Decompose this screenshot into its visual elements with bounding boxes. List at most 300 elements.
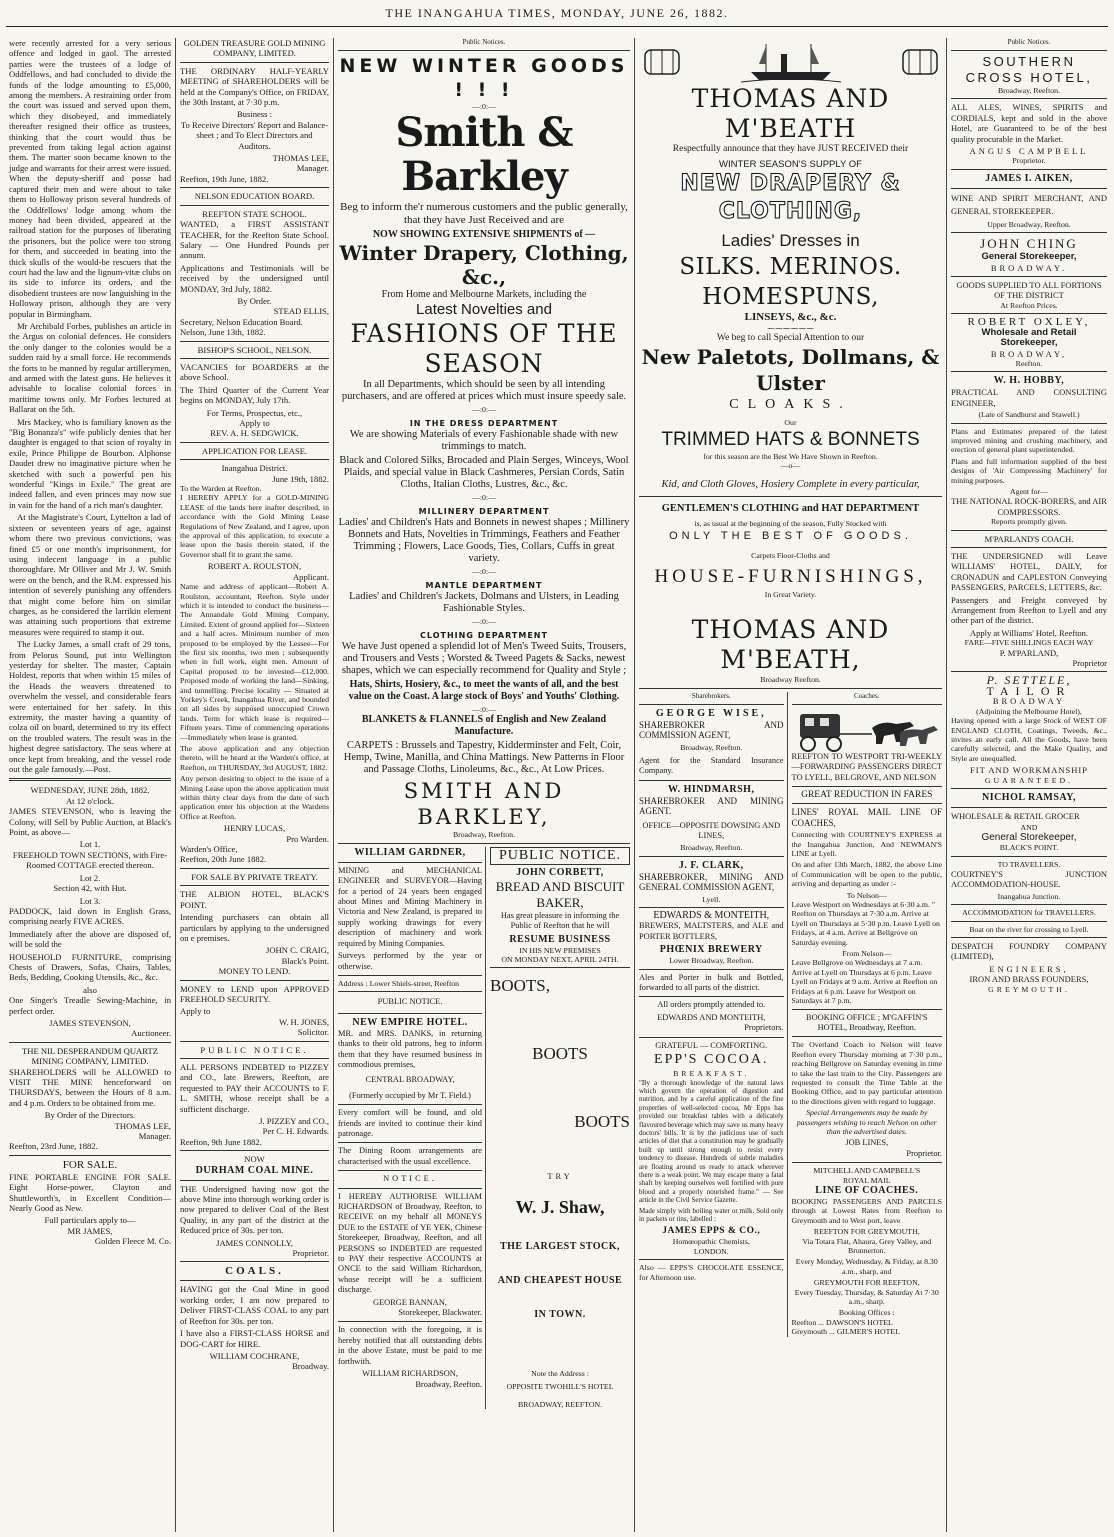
new-winter-goods: NEW WINTER GOODS ! ! ! <box>339 55 629 101</box>
divider <box>9 1042 171 1043</box>
divider <box>951 788 1107 789</box>
empire-text3: The Dining Room arrangements are characterised with the usual excellence. <box>338 1146 482 1166</box>
mparland-text: THE UNDERSIGNED will Leave WILLIAMS' HOTEL, DAILY, for CRONADUN and CAPLESTON Conveying PASSENGERS, PARCELS, LETTERS, &c. <box>951 551 1107 593</box>
lease-objection: Any person desiring to object to the issue of a Mining Lease upon the above application must within thirty clear days from the date of such application enter his objection at the Wardens Office at Reefton. <box>180 774 329 821</box>
clothing-text2: Hats, Shirts, Hosiery, &c., to meet the wants of all, and the best value on the Coast. A large stock of Boys' and Youths' Clothing. <box>348 679 620 703</box>
bread-heading: BREAD AND BISCUIT BAKER, <box>495 878 625 910</box>
mantle-heading: MANTLE DEPARTMENT <box>425 580 543 590</box>
reports: Reports promptly given. <box>990 517 1067 527</box>
divider <box>180 1041 329 1042</box>
rss-role: Secretary, Nelson Education Board. <box>180 316 303 327</box>
lot-text: FREEHOLD TOWN SECTIONS, with Fire-Roomed COTTAGE erected thereon. <box>12 849 168 871</box>
divider: —:0:— <box>472 493 496 503</box>
from-nelson: From Nelson— <box>842 949 892 959</box>
coals-place: Broadway. <box>292 1361 329 1372</box>
column-divider <box>333 38 334 1532</box>
neb-heading: NELSON EDUCATION BOARD. <box>194 191 315 202</box>
goods-supplied: GOODS SUPPLIED TO ALL FORTIONS OF THE DISTRICT <box>956 280 1102 301</box>
courtney-junction: COURTNEY'S JUNCTION ACCOMMODATION-HOUSE. <box>951 868 1107 890</box>
divider: —:0:— <box>472 705 496 715</box>
line-of-coaches: LINE OF COACHES. <box>815 1185 919 1196</box>
smith-intro: Beg to inform the'r numerous customers and the public generally, that they have Just Received and are <box>340 201 628 227</box>
special-attention: We beg to call Special Attention to our <box>716 332 865 343</box>
public-notices-label: Public Notices. <box>1007 38 1051 46</box>
column-divider <box>946 38 947 1532</box>
hindmarsh-office: OFFICE—OPPOSITE DOWSING AND LINES, <box>642 820 781 840</box>
linseys: LINSEYS, &c., &c. <box>744 311 837 323</box>
lease-date: June 19th, 1882. <box>272 473 329 484</box>
house-furnishings: HOUSE-FURNISHINGS, <box>654 565 927 587</box>
pn-date: Reefton, 9th June 1882. <box>180 1136 262 1147</box>
despatch-foundry: DESPATCH FOUNDRY COMPANY (LIMITED), <box>951 941 1107 962</box>
lease-to: To the Warden at Reefton. <box>180 484 262 494</box>
sc-broadway: Broadway, Reefton. <box>997 86 1061 95</box>
divider <box>338 862 482 863</box>
albion-place: Black's Point. <box>281 955 329 966</box>
royal-mail: ROYAL MAIL <box>842 1175 891 1185</box>
gardner-address: Address : Lower Shiels-street, Reefton <box>338 978 460 988</box>
special-arrangements: Special Arrangements may be made by passengers wishing to reach Nelson on other than the advertised dates. <box>796 1108 937 1136</box>
is-usual: is, as usual at the beginning of the season, Fully Stocked with <box>694 518 887 528</box>
divider <box>792 1009 942 1010</box>
respectfully: Respectfully announce that they have JUST RECEIVED their <box>672 144 909 154</box>
gentlemens-clothing: GENTLEMEN'S CLOTHING and HAT DEPARTMENT <box>661 503 920 515</box>
oxley-wholesale: Wholesale and Retail <box>981 326 1077 338</box>
divider <box>792 786 942 787</box>
durham-heading: DURHAM COAL MINE. <box>195 1164 314 1176</box>
fit-workmanship: FIT AND WORKMANSHIP <box>970 765 1088 776</box>
lines-connecting: Connecting with COURTNEY'S EXPRESS at the Inangahua Junction, And NEWMAN'S LINE at Lyell. <box>791 830 942 858</box>
divider <box>180 885 329 886</box>
paletots: New Paletots, Dollmans, & Ulster <box>641 345 940 396</box>
national-rock-borers: THE NATIONAL ROCK-BORERS, and AIR COMPRESSORS. <box>951 496 1107 517</box>
central-broadway: CENTRAL BROADWAY, <box>365 1075 455 1085</box>
divider <box>639 704 784 705</box>
divider <box>792 704 942 705</box>
gt-title: GOLDEN TREASURE GOLD MINING COMPANY, LIMITED. <box>183 38 326 59</box>
thomas-mbeath-title: THOMAS AND M'BEATH <box>691 84 890 143</box>
divider <box>639 969 784 970</box>
column-divider <box>175 38 176 1532</box>
grateful: GRATEFUL — COMFORTING. <box>655 1040 768 1050</box>
money-role: Solicitor. <box>297 1027 329 1038</box>
hobby-late: (Late of Sandhurst and Stawell.) <box>978 410 1080 420</box>
millinery-heading: MILLINERY DEPARTMENT <box>418 506 550 516</box>
formerly: (Formerly occupied by Mr T. Field.) <box>349 1090 471 1100</box>
oxley-address: BROADWAY, <box>990 348 1068 359</box>
gt-text: THE ORDINARY HALF-YEARLY MEETING of SHAREHOLDERS will be held at the Company's Office, on FRIDAY, the 30th Instant, at 7·30 p.m. <box>180 65 329 108</box>
news-story: Mrs Mackey, who is familiary known as the "Big Bonanza's" wife publicly denies that her daughter is engaged to that scion of royalty in exile, Prince Philippe de Bourbon. Alphonse Daudet drew no imaginative picture when he sketched with such a powerful pen his wonderful "Kings in Exile." The great are indeed fallen, and even princes may now sue in vain for the hand of a rich man's daughter. <box>9 416 171 510</box>
pn-text: ALL PERSONS INDEBTED to PIZZEY and CO., late Brewers, Reefton, are requested to PAY their ACCOUNTS to F. L. SMITH, whose receipt shall be a sufficient discharge. <box>180 1061 329 1114</box>
lease-text: I HEREBY APPLY for a GOLD-MINING LEASE of the lands here inafter described, in accordance with the Gold Mining Lease Regulations of New Zealand, and I agree, upon the approval of this application, to execute a lease upon the basis therein stated, if the Governor shall fit to grant the same. <box>180 493 329 559</box>
divider <box>639 780 784 781</box>
settele-text: Having opened with a large Stock of WEST OF ENGLAND CLOTH, Coatings, Tweeds, &c., invites an early call. All the Goods, have been carefully selected, and the Make Quality, and Style are unequalled. <box>951 716 1107 763</box>
divider <box>639 1037 784 1038</box>
booking-passengers: BOOKING PASSENGERS AND PARCELS through at Lowest Rates from Reefton to Greymouth and to West port, leave <box>791 1197 942 1225</box>
lines-opening: On and after 13th March, 1882, the above Line of Communication will be open to the public, arriving and departing as under :- <box>791 860 942 889</box>
only-best: ONLY THE BEST OF GOODS. <box>669 530 912 543</box>
sharebrokers-label: Sharebrokers. <box>691 691 731 700</box>
aiken-heading: JAMES I. AIKEN, <box>985 172 1073 184</box>
gt-business: Business : <box>236 109 273 120</box>
durham-name: JAMES CONNOLLY, <box>216 1237 293 1248</box>
divider <box>180 187 329 188</box>
mparland-text2: Passengers and Freight conveyed by Arrangement from Reefton to Lyell and any other part of the district. <box>951 594 1107 626</box>
ales-porter: Ales and Porter in bulk and Bottled, forwarded to all parts of the district. <box>639 972 784 993</box>
divider <box>338 1142 482 1143</box>
nichol-storekeeper: General Storekeeper, <box>981 831 1077 843</box>
booking-offices: Booking Offices : <box>838 1308 895 1318</box>
nil-name: THOMAS LEE, <box>114 1120 171 1131</box>
blankets: BLANKETS & FLANNELS of English and New Zealand Manufacture. <box>361 714 607 738</box>
job-lines-role: Proprietor. <box>906 1148 942 1158</box>
engineers: ENGINEERS, <box>989 963 1069 974</box>
accommodation: ACCOMMODATION for TRAVELLERS. <box>962 908 1096 918</box>
rss-text2: Applications and Testimonials will be received by the undersigned until MONDAY, 3rd July, 1882. <box>180 262 329 294</box>
lot-label: Lot 1. <box>79 839 101 850</box>
coals-heading: COALS. <box>225 1265 284 1278</box>
coals-text2: I have also a FIRST-CLASS HORSE and DOG-CART for HIRE. <box>180 1328 329 1349</box>
pn-per: Per C. H. Edwards. <box>262 1126 329 1137</box>
gt-date: Reefton, 19th June, 1882. <box>180 173 269 184</box>
hobby-plans2: Plans and full information supplied of the best designs of 'Air Compressing Machinery' for mining purposes. <box>951 456 1107 485</box>
divider <box>951 50 1107 51</box>
wise-agent: Agent for the Standard Insurance Company. <box>639 755 784 776</box>
lease-hearing: The above application and any objection thereto, will be heard at the Warden's office, at Reefton, on THURSDAY, 3rd AUGUST, 1882. <box>180 744 329 772</box>
column-2 <box>177 38 332 1532</box>
booking-reefton: Reefton ... DAWSON'S HOTEL <box>791 1317 893 1327</box>
masthead: THE INANGAHUA TIMES, MONDAY, JUNE 26, 1882. <box>385 6 729 20</box>
aiken-address: Upper Broadway, Reefton. <box>987 219 1071 229</box>
divider <box>180 459 329 460</box>
warden-role: Pro Warden. <box>286 833 329 844</box>
divider <box>951 371 1107 372</box>
also: also <box>83 984 97 995</box>
lease-heading: APPLICATION FOR LEASE. <box>201 445 308 456</box>
divider <box>951 423 1107 424</box>
divider: —:0:— <box>472 102 496 111</box>
divider <box>951 169 1107 170</box>
john-ching: JOHN CHING <box>980 236 1078 252</box>
rss-heading: REEFTON STATE SCHOOL. <box>202 208 307 219</box>
rss-by: By Order. <box>237 295 272 306</box>
corbett-column <box>486 847 630 1409</box>
clark-text: SHAREBROKER, MINING AND GENERAL COMMISSION AGENT, <box>639 871 784 893</box>
edwards-role: Proprietors. <box>744 1023 784 1033</box>
edwards-heading: EDWARDS & MONTEITH, <box>653 910 770 922</box>
public-notice-heading: PUBLIC NOTICE. <box>377 997 443 1007</box>
ching-storekeeper: General Storekeeper, <box>981 251 1077 263</box>
great-reduction: GREAT REDUCTION IN FARES <box>801 789 933 800</box>
divider <box>951 547 1107 548</box>
divider: —o— <box>780 461 801 471</box>
warden-date: Reefton, 20th June 1882. <box>180 854 267 865</box>
resume-business: RESUME BUSINESS <box>509 933 611 945</box>
divider <box>792 1036 942 1037</box>
divider <box>180 1180 329 1181</box>
gardner-heading: WILLIAM GARDNER, <box>354 846 466 858</box>
smith-barkley-footer: SMITH AND BARKLEY, <box>403 779 565 830</box>
nichol-text: WHOLESALE & RETAIL GROCER <box>951 810 1080 821</box>
treaty-heading: FOR SALE BY PRIVATE TREATY. <box>191 871 318 882</box>
boots-1: BOOTS, <box>490 976 550 996</box>
london: LONDON. <box>693 1246 729 1256</box>
bishop-heading: BISHOP'S SCHOOL, NELSON. <box>197 344 312 355</box>
nil-role: Manager. <box>138 1131 171 1142</box>
divider <box>180 1280 329 1281</box>
divider <box>338 991 482 992</box>
divider <box>180 1150 329 1151</box>
largest-stock: THE LARGEST STOCK, <box>499 1240 621 1252</box>
divider <box>951 232 1107 233</box>
divider <box>180 1261 329 1262</box>
boat-on-river: Boat on the river for crossing to Lyell. <box>969 924 1089 934</box>
booking-office: BOOKING OFFICE ; M'GAFFIN'S HOTEL, Broadway, Reefton. <box>806 1012 928 1032</box>
angus-campbell: ANGUS CAMPBELL <box>969 146 1089 157</box>
clothing-heading: CLOTHING DEPARTMENT <box>420 630 548 640</box>
gt-role: Manager. <box>296 163 329 174</box>
reefton-for-greymouth: REEFTON FOR GREYMOUTH, <box>813 1227 920 1237</box>
divider <box>180 205 329 206</box>
auctioneer-title: Auctioneer. <box>131 1028 171 1039</box>
smith-broadway: Broadway, Reefton. <box>452 830 516 840</box>
divider: —:0:— <box>472 405 496 415</box>
now-label: NOW <box>244 1154 265 1165</box>
orders-attended: All orders promptly attended to. <box>657 1000 766 1010</box>
lease-role: Applicant. <box>292 571 329 582</box>
divider <box>338 50 630 51</box>
divider <box>180 980 329 981</box>
bannan-name: GEORGE BANNAN, <box>373 1297 447 1307</box>
divider <box>951 904 1107 905</box>
lot-text: PADDOCK, laid down in English Grass, comprising nearly FIVE ACRES. <box>9 905 171 927</box>
divider <box>338 975 482 976</box>
notice-text: I HEREBY AUTHORISE WILLIAM RICHARDSON of Broadway, Reefton, to RECEIVE on my behalf all MONEYS DUE to the ESTATE of YE YEK, Chinese Storekeeper, Broadway, Reefton, and all PERSONS so INDEBTED are requested to PAY their respective ACCOUNTS at ONCE to the said William Richardson, whose receipt will be a sufficient discharge. <box>338 1191 482 1295</box>
divider <box>490 967 630 968</box>
carpets: CARPETS : Brussels and Tapestry, Kidderminster and Felt, Coir, Hemp, Twine, Manilla, and China Mattings. New Patterns in Floor and Passage Cloths, Linoleums, &c., &c., At Low Prices. <box>343 740 625 776</box>
mparland-apply: Apply at Williams' Hotel, Reefton. <box>969 627 1089 638</box>
divider <box>951 313 1107 314</box>
lot-label: Lot 2. <box>79 872 101 883</box>
phoenix-brewery: PHŒNIX BREWERY <box>659 944 763 956</box>
gardner-text2: Surveys performed by the year or otherwise. <box>338 951 482 971</box>
epps-text: "By a thorough knowledge of the natural laws which govern the operation of digestion and nutrition, and by a careful application of the fine properties of well-selected cocoa, Mr Epps has provided our breakfast tables with a delicately flavoured beverage which may save us many heavy doctors' bills. It is by the judicious use of such articles of diet that a constitution may be gradually built up until strong enough to resist every tendency to disease. Hundreds of subtle maladies are floating around us ready to attack wherever there is a weak point. We may escape many a fatal shaft by keeping ourselves well fortified with pure blood and a properly nourished frame." — See article in the Civil Service Gazette. <box>639 1078 784 1205</box>
to-nelson: To Nelson— <box>846 890 887 900</box>
divider <box>639 856 784 857</box>
mitchell-campbell: MITCHELL AND CAMPBELL'S <box>813 1166 921 1176</box>
divider: —:0:— <box>472 567 496 577</box>
tailor-address: BROADWAY <box>992 696 1066 707</box>
column-3 <box>335 38 633 1532</box>
divider <box>180 868 329 869</box>
money-name: W. H. JONES, <box>278 1016 329 1027</box>
tm-broadway: Broadway Reefton. <box>760 675 821 685</box>
divider <box>639 496 942 497</box>
coach-route: REEFTON TO WESTPORT TRI-WEEKLY—FORWARDING PASSENGERS DIRECT TO LYELL, BELGROVE, AND NELSON <box>791 751 942 782</box>
guaranteed: GUARANTEED. <box>984 775 1074 785</box>
silks-merinos: SILKS. MERINOS. HOMESPUNS, <box>679 254 902 310</box>
for-sale-heading: FOR SALE. <box>62 1158 118 1171</box>
clark-address: Lyell. <box>702 894 721 904</box>
sale-time: At 12 o'clock. <box>65 795 115 806</box>
divider <box>951 921 1107 922</box>
kid-gloves: Kid, and Cloth Gloves, Hosiery Complete in every particular, <box>661 478 920 490</box>
cheapest-house: AND CHEAPEST HOUSE <box>497 1274 623 1286</box>
divider <box>639 1259 784 1260</box>
durham-text: THE Undersigned having now got the above Mine into thorough working order is now prepared to deliver Coal of the Best Quality, in any part of the district at the Reduced price of 30s. per ton. <box>180 1183 329 1236</box>
durham-role: Proprietor. <box>292 1248 329 1259</box>
clark-heading: J. F. CLARK, <box>678 859 744 871</box>
nil-by: By Order of the Directors. <box>44 1110 136 1121</box>
auctioneer-name: JAMES STEVENSON, <box>49 1017 131 1028</box>
bishop-apply: Apply to <box>239 418 270 428</box>
divider <box>951 671 1107 672</box>
divider <box>639 996 784 997</box>
coaches-column <box>788 692 942 1337</box>
blacks-point: BLACK'S POINT. <box>999 843 1059 853</box>
broadway-reefton: BROADWAY, REEFTON. <box>517 1399 603 1409</box>
notice-heading: NOTICE. <box>383 1174 437 1184</box>
millinery-text: Ladies' and Children's Hats and Bonnets in newest shapes ; Millinery Bonnets and Hats, Novelties in Trimmings, Feathers and Feather Trimming ; Flowers, Lace Goods, Ties, Collars, Cuffs in great variety. <box>338 517 630 565</box>
money-apply: Apply to <box>180 1006 211 1017</box>
divider: —:0:— <box>472 617 496 627</box>
lease-place: Inangahua District. <box>221 463 288 474</box>
lines-royal-mail: LINES' ROYAL MAIL LINE OF COACHES, <box>791 807 942 828</box>
monday-next: ON MONDAY NEXT, APRIL 24TH. <box>501 955 619 965</box>
lot-label: Lot 3. <box>79 895 101 906</box>
engine-apply: Full particulars apply to— <box>44 1215 136 1226</box>
adjoining: (Adjoining the Melbourne Hotel), <box>976 706 1082 716</box>
notice-text2: In connection with the foregoing, it is hereby notified that all outstanding debts in the above Estate, must be paid to me forthwith. <box>338 1325 482 1366</box>
bishop-text2: The Third Quarter of the Current Year begins on MONDAY, July 17th. <box>180 384 329 406</box>
divider <box>9 1155 171 1156</box>
mparland-coach: M'PARLAND'S COACH. <box>984 533 1074 544</box>
wise-heading: GEORGE WISE, <box>655 707 767 719</box>
note-address: Note the Address : <box>531 1368 589 1378</box>
news-story: At the Magistrate's Court, Lyttelton a lad of sixteen or seventeen years of age, against whom there two previous convictions, was fined £5 or one month's imprisonment, for using indecent language in a public thoroughfare. Mr Olliver and Mr J. W. Smith were on the bench, and the R.M. expressed his intention of severely punishing any offenders that might come before him on similar charges, as he considered the larrikin element was attaining such proportions that extreme measures were required to stamp it out. <box>9 512 171 637</box>
inangahua-junction: Inangahua Junction. <box>997 891 1061 901</box>
divider <box>951 856 1107 857</box>
divider <box>792 803 942 804</box>
gt-items: To Receive Directors' Report and Balance-sheet ; and To Elect Directors and Auditors. <box>180 119 329 151</box>
nichol-ramsay: NICHOL RAMSAY, <box>981 791 1077 803</box>
winter-drapery: Winter Drapery, Clothing, &c., <box>339 240 629 289</box>
breakfast: BREAKFAST. <box>673 1069 750 1079</box>
wise-text: SHAREBROKER AND COMMISSION AGENT, <box>639 719 784 741</box>
masthead-rule <box>6 26 1108 27</box>
overland-coach: The Overland Coach to Nelson will leave Reefton every Thursday morning at 7·30 p.m., reaching Bellgrove on Saturday evening in time to take the last train to the City. Passengers are requested to consult the Time Table at the Booking Office, and to pay particular attention to the directions given with regard to luggage. <box>791 1040 942 1106</box>
money-heading: MONEY TO LEND. <box>218 966 291 977</box>
bishop-text: VACANCIES for BOARDERS at the above School. <box>180 361 329 383</box>
new-premises: IN HIS NEW PREMISES <box>519 945 601 955</box>
coals-name: WILLIAM COCHRANE, <box>209 1350 300 1361</box>
empire-text2: Every comfort will be found, and old friends are invited to continue their kind patronage. <box>338 1108 482 1138</box>
bishop-terms: For Terms, Prospectus, etc., <box>206 407 303 418</box>
pn-name: J. PIZZEY and CO., <box>259 1116 329 1126</box>
oxley-place: Reefton. <box>1015 358 1043 368</box>
hindmarsh-heading: W. HINDMARSH, <box>668 783 755 795</box>
clothing-text: We have Just opened a splendid lot of Men's Tweed Suits, Trousers, and Trousers and Vests ; Worsted & Tweed Pagets & Sacks, newest shapes, which we can especially recommend for Quality and Style ; <box>341 641 627 677</box>
mparland-role: Proprietor <box>1072 658 1107 669</box>
divider <box>338 1013 482 1014</box>
epps-cocoa: EPP'S COCOA. <box>654 1052 769 1068</box>
mparland-name: P. M'PARLAND, <box>999 647 1059 658</box>
hobby-heading: W. H. HOBBY, <box>993 375 1065 387</box>
public-notices-label: Public Notices. <box>462 38 506 46</box>
bannan-role: Storekeeper, Blackwater. <box>398 1308 482 1318</box>
column-5 <box>948 38 1110 1532</box>
sale-date: WEDNESDAY, JUNE 28th, 1882. <box>30 785 150 796</box>
now-showing: NOW SHOWING EXTENSIVE SHIPMENTS of — <box>372 229 596 241</box>
column-divider <box>634 38 635 1532</box>
epps-made: Made simply with boiling water or milk. Sold only in packets or tins, labelled : <box>639 1206 784 1223</box>
edwards-text: BREWERS, MALTSTERS, and ALE and PORTER BOTTLERS, <box>639 921 784 941</box>
try: TRY <box>547 1172 573 1182</box>
divider <box>951 98 1107 99</box>
divider <box>951 807 1107 808</box>
fashions-heading: FASHIONS OF THE SEASON <box>350 319 618 379</box>
for-season: for this season are the Best We Have Shown in Reefton. <box>703 451 878 461</box>
ladies-dresses: Ladies' Dresses in <box>721 231 860 250</box>
dress-text2: Black and Colored Silks, Brocaded and Plain Serges, Winceys, Wool Plaids, and special value in Black Cashmeres, Persian Cords, Satin Cloths, Italian Cloths, Lustres, &c., &c. <box>339 455 629 491</box>
divider <box>951 937 1107 938</box>
divider <box>180 341 329 342</box>
mantle-text: Ladies' and Children's Jackets, Dolmans and Ulsters, in Leading Fashionable Styles. <box>349 591 619 615</box>
gardner-text: MINING and MECHANICAL ENGINEER and SURVEYOR—Having for a period of 24 years been engaged about Mines and Mining Machinery in Victoria and New Zealand, is prepared to supply working drawings for every description of machinery and work required by Mining Companies. <box>338 865 482 948</box>
divider <box>338 1104 482 1105</box>
divider <box>180 358 329 359</box>
sale-intro: JAMES STEVENSON, who is leaving the Colony, will Sell by Public Auction, at Black's Point, as above— <box>9 806 171 838</box>
in-town: IN TOWN. <box>534 1308 586 1320</box>
shaw-name: W. J. Shaw, <box>515 1196 605 1217</box>
all-depts: In all Departments, which should be seen by all intending purchasers, and are offered at prices which must insure speedy sale. <box>341 379 627 403</box>
nil-text: SHAREHOLDERS will be ALLOWED to VISIT THE MINE henceforward on THURSDAYS, between the Hours of 8 a.m. and 4 p.m. Orders to be obtained from me. <box>9 1066 171 1108</box>
divider <box>951 276 1107 277</box>
divider <box>639 907 784 908</box>
settele: P. SETTELE, <box>986 673 1072 688</box>
news-story: Mr Archibald Forbes, publishes an article in the Argus on colonial defences. He considers the only danger to the colonies would be a sudden raid by a small force. He recommends the forts to be manned by regular artillerymen, and armed with the latest guns. He believes it advisable to localise colonial forces in maritime towns only. Mr Forbes lectured at Ballarat on the 5th. <box>9 320 171 415</box>
bishop-name: REV. A. H. SEDGWICK. <box>210 428 299 439</box>
public-notice-box: PUBLIC NOTICE. <box>490 847 630 865</box>
lot-text: Section 42, with Hut. <box>53 883 127 894</box>
richardson-place: Broadway, Reefton. <box>415 1379 482 1389</box>
richardson-name: WILLIAM RICHARDSON, <box>362 1369 458 1379</box>
sc-ales: ALL ALES, WINES, SPIRITS and CORDIALS, kept and sold in the above Hotel, are Guaranteed to be of the best quality procurable in the Market. <box>951 102 1107 144</box>
warden-office: Warden's Office, <box>180 844 238 855</box>
booking-greymouth: Greymouth ... GILMER'S HOTEL <box>791 1327 900 1337</box>
nil-date: Reefton, 23rd June, 1882. <box>9 1141 98 1152</box>
machine: One Singer's Treadle Sewing-Machine, in perfect order. <box>9 995 171 1016</box>
warden-name: HENRY LUCAS, <box>223 823 286 834</box>
rss-name: STEAD ELLIS, <box>273 306 329 317</box>
reefton-prices: At Reefton Prices. <box>1000 300 1058 310</box>
news-story: were recently arrested for a very serious offence and lodged in gaol. The arrested parties were the trustees of a lodge of Oddfellows, and had concluded to divide the funds of the lodge amounting to £5,000, among the members. A restraining order from the court was issued and served upon them, which they disobeyed, and immediately thereafter resigned their office as trustees, thinking that the court would thus be prevented from taking legal action against them. The matter soon became known to the judge and warrants for their arrest were issued. When the deputy-sheriff and posse had captured their men and were about to take them to Holloway prison several hundreds of the Oddfellows' lodge among whom the money had been divided, appeared at the railroad station for the purposes of liberating the prisoners, but the police were too strong for them, and succeeded in beating into the thick skulls of the would-be rescuers that the court had the law and the lignum-vitæ clubs on its side to inforce its orders, and the disobedient trustees are now languishing in the Holloway prison, although they are very popular in Birmingham. <box>9 38 171 319</box>
epps-chocolate: Also — EPPS'S CHOCOLATE ESSENCE, for Afternoon use. <box>639 1263 784 1282</box>
fare: FARE—FIVE SHILLINGS EACH WAY <box>964 638 1094 648</box>
divider <box>792 1162 942 1163</box>
via: Via Totara Flat, Ahaura, Grey Valley, and Brunnerton. <box>802 1236 932 1256</box>
thomas-mbeath-footer: THOMAS AND M'BEATH, <box>691 615 890 675</box>
robert-oxley: ROBERT OXLEY, <box>967 316 1091 329</box>
aiken-text: WINE AND SPIRIT MERCHANT, AND GENERAL STOREKEEPER. <box>951 192 1107 216</box>
james-epps: JAMES EPPS & CO., <box>662 1226 761 1237</box>
column-1 <box>6 38 174 1532</box>
lower-broadway: Lower Broadway, Reefton. <box>669 956 754 966</box>
news-story: The Lucky James, a small craft of 29 tons, from Pelorus Sound, put into Wellington yesterday for shelter. The master, Captain Holdest, reports that when within 15 miles of the Heads the weavers threatened to overwhelm the vessel, and considerable fears were entertained for her safety. In this extremity, the master having a quantity of colza oil on board, determined to try its effect on the troubled waters. The result was in the highest degree satisfactory. The seas where at once kept from breaking, and the vessel rode out the gale famously.—Post. <box>9 639 171 775</box>
iron-brass: IRON AND BRASS FOUNDERS, <box>969 974 1089 985</box>
dress-text: We are showing Materials of every Fashionable shade with new trimmings to match. <box>349 429 619 453</box>
divider <box>338 1321 482 1322</box>
